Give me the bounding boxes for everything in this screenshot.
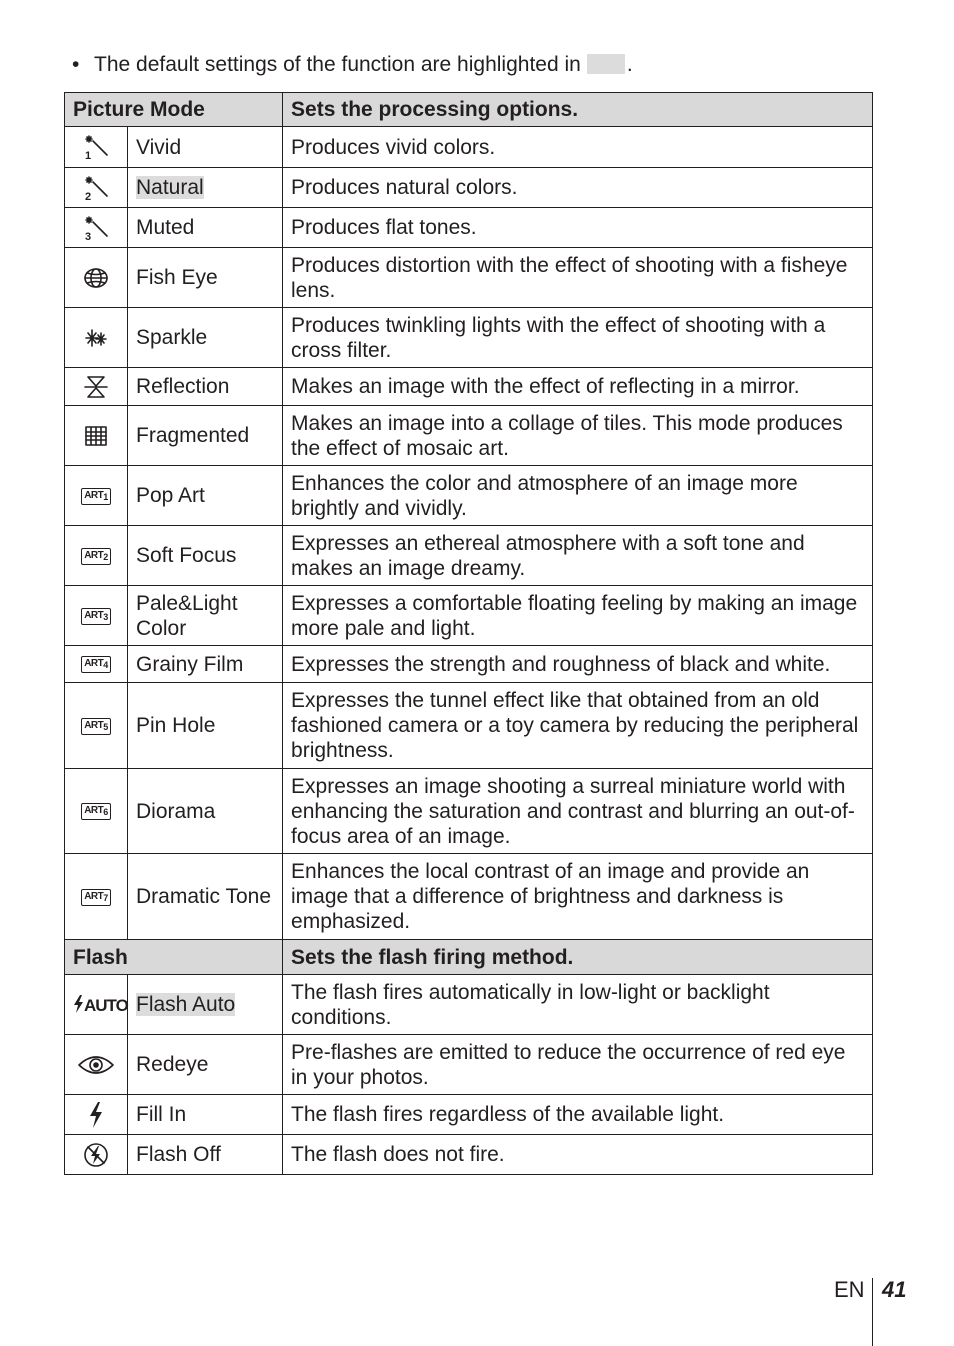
art-6-icon: $ART_6$ <box>81 803 111 820</box>
icon-cell <box>65 466 128 526</box>
muted-icon <box>83 215 109 241</box>
mode-name-cell <box>128 466 283 526</box>
icon-cell <box>65 168 128 208</box>
section-header-row <box>65 940 873 975</box>
icon-cell <box>65 1095 128 1135</box>
language-label: EN <box>834 1277 865 1302</box>
icon-cell <box>65 586 128 646</box>
mode-name-cell <box>128 208 283 248</box>
mode-description: Expresses an ethereal atmosphere with a soft tone and makes an image dreamy. <box>283 526 873 586</box>
mode-name-cell <box>128 1135 283 1175</box>
mode-description: Expresses the tunnel effect like that obtained from an old fashioned camera or a toy camera by reducing the peripheral brightness. <box>283 683 873 769</box>
table-row <box>65 308 873 368</box>
table-row <box>65 127 873 168</box>
icon-cell <box>65 854 128 940</box>
mode-name-cell <box>128 526 283 586</box>
icon-cell <box>65 683 128 769</box>
art-5-icon: $ART_5$ <box>81 718 111 735</box>
table-row <box>65 208 873 248</box>
icon-cell <box>65 308 128 368</box>
mode-description: Enhances the local contrast of an image and provide an image that a difference of brightness and darkness is emphasized. <box>283 854 873 940</box>
mode-name-cell <box>128 683 283 769</box>
art-7-icon: $ART_7$ <box>81 889 111 906</box>
sparkle-icon <box>83 327 109 349</box>
natural-icon <box>83 175 109 201</box>
table-row <box>65 683 873 769</box>
mode-description: Expresses an image shooting a surreal miniature world with enhancing the saturation and contrast and blurring an out-of-focus area of an image. <box>283 769 873 854</box>
mode-name-cell <box>128 769 283 854</box>
section-description: Sets the flash firing method. <box>283 940 873 975</box>
mode-name: Vivid <box>136 135 182 159</box>
mode-name: Fill In <box>136 1103 187 1126</box>
art-icon-number: 6 <box>103 807 108 818</box>
icon-cell <box>65 526 128 586</box>
table-row <box>65 854 873 940</box>
mode-description: Produces natural colors. <box>283 168 873 208</box>
mode-description: Enhances the color and atmosphere of an image more brightly and vividly. <box>283 466 873 526</box>
mode-name-cell <box>128 854 283 940</box>
mode-name: Soft Focus <box>136 544 237 567</box>
mode-name: Fish Eye <box>136 266 218 289</box>
icon-cell <box>65 769 128 854</box>
art-icon-number: 1 <box>103 491 108 502</box>
table-row <box>65 1035 873 1095</box>
reflection-icon <box>83 375 109 399</box>
table-row <box>65 168 873 208</box>
mode-name: Fragmented <box>136 424 250 447</box>
table-row <box>65 769 873 854</box>
table-row <box>65 368 873 406</box>
mode-name-cell <box>128 168 283 208</box>
art-2-icon: $ART_2$ <box>81 548 111 565</box>
redeye-icon <box>77 1053 115 1077</box>
section-title: Flash <box>65 940 283 975</box>
art-4-icon: $ART_4$ <box>81 656 111 673</box>
svg-text:3: 3 <box>85 230 92 241</box>
table-row <box>65 1135 873 1175</box>
art-icon-number: 5 <box>103 721 108 732</box>
art-icon-number: 2 <box>103 551 108 562</box>
mode-name: Pop Art <box>136 484 205 507</box>
svg-text:2: 2 <box>85 190 92 201</box>
table-row <box>65 406 873 466</box>
icon-cell <box>65 1035 128 1095</box>
table-row <box>65 1095 873 1135</box>
flash-auto-icon <box>73 996 128 1015</box>
mode-name-cell <box>128 308 283 368</box>
mode-name: Reflection <box>136 375 230 398</box>
mode-name: Grainy Film <box>136 652 244 676</box>
mode-name-cell <box>128 127 283 168</box>
note-text: The default settings of the function are highlighted in <box>94 53 581 76</box>
table-row <box>65 466 873 526</box>
mode-description: Expresses the strength and roughness of black and white. <box>283 646 873 683</box>
mode-name-cell <box>128 646 283 683</box>
mode-name: Sparkle <box>136 326 208 349</box>
mode-description: Expresses a comfortable floating feeling by making an image more pale and light. <box>283 586 873 646</box>
art-icon-number: 7 <box>103 892 108 903</box>
icon-cell <box>65 208 128 248</box>
mode-name-cell <box>128 248 283 308</box>
mode-name-cell <box>128 586 283 646</box>
mode-name: Natural <box>136 176 204 199</box>
mode-name-cell <box>128 368 283 406</box>
note-bullet: • <box>72 53 80 76</box>
table-row <box>65 248 873 308</box>
mode-name-cell <box>128 975 283 1035</box>
fish-eye-icon <box>83 267 109 289</box>
settings-table-body <box>65 93 873 1175</box>
flash-off-icon <box>83 1142 109 1168</box>
table-row <box>65 975 873 1035</box>
mode-description: Produces distortion with the effect of shooting with a fisheye lens. <box>283 248 873 308</box>
mode-name: Flash Auto <box>136 993 236 1016</box>
icon-cell <box>65 975 128 1035</box>
footer-divider <box>872 1278 873 1346</box>
mode-description: The flash does not fire. <box>283 1135 873 1175</box>
mode-description: Pre-flashes are emitted to reduce the occurrence of red eye in your photos. <box>283 1035 873 1095</box>
mode-description: Makes an image into a collage of tiles. This mode produces the effect of mosaic art. <box>283 406 873 466</box>
highlight-swatch <box>587 54 625 74</box>
fill-in-icon <box>87 1101 105 1129</box>
mode-description: Produces twinkling lights with the effect of shooting with a cross filter. <box>283 308 873 368</box>
mode-name: Muted <box>136 216 195 239</box>
mode-name-cell <box>128 1095 283 1135</box>
vivid-icon <box>83 134 109 160</box>
section-description: Sets the processing options. <box>283 93 873 127</box>
page-number: 41 <box>882 1277 907 1302</box>
settings-table <box>64 92 873 1175</box>
mode-name: Dramatic Tone <box>136 885 272 908</box>
icon-cell <box>65 368 128 406</box>
fragmented-icon <box>84 425 108 447</box>
mode-description: Makes an image with the effect of reflecting in a mirror. <box>283 368 873 406</box>
mode-name-cell <box>128 406 283 466</box>
icon-cell <box>65 1135 128 1175</box>
mode-name: Flash Off <box>136 1143 221 1166</box>
icon-cell <box>65 127 128 168</box>
section-title: Picture Mode <box>65 93 283 127</box>
mode-description: Produces flat tones. <box>283 208 873 248</box>
mode-name: Diorama <box>136 799 216 823</box>
table-row <box>65 526 873 586</box>
table-row <box>65 586 873 646</box>
icon-cell <box>65 406 128 466</box>
art-1-icon: $ART_1$ <box>81 488 111 505</box>
mode-name: Pin Hole <box>136 714 216 737</box>
flash-auto-icon-text: AUTO <box>84 995 128 1015</box>
section-header-row <box>65 93 873 127</box>
mode-description: The flash fires automatically in low-light or backlight conditions. <box>283 975 873 1035</box>
mode-name: Pale&Light Color <box>136 591 238 640</box>
icon-cell <box>65 248 128 308</box>
note-end: . <box>626 53 633 76</box>
mode-description: Produces vivid colors. <box>283 127 873 168</box>
mode-name: Redeye <box>136 1053 209 1076</box>
mode-name-cell <box>128 1035 283 1095</box>
table-row <box>65 646 873 683</box>
svg-text:1: 1 <box>85 150 92 161</box>
art-3-icon: $ART_3$ <box>81 608 111 625</box>
art-icon-number: 4 <box>103 660 108 671</box>
icon-cell <box>65 646 128 683</box>
default-settings-note <box>72 52 633 78</box>
mode-description: The flash fires regardless of the available light. <box>283 1095 873 1135</box>
art-icon-number: 3 <box>103 611 108 622</box>
